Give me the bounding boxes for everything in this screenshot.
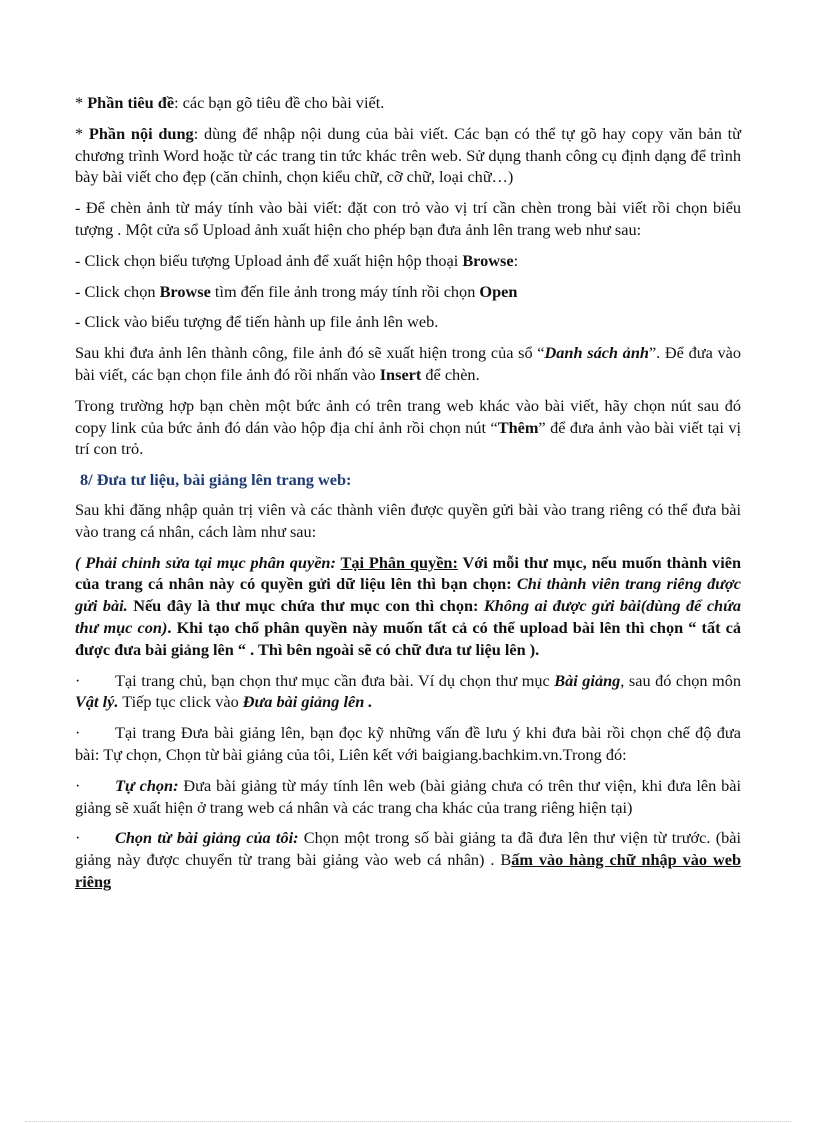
bold-term: Phần nội dung xyxy=(88,123,194,143)
paragraph-login-intro: Sau khi đăng nhập quản trị viên và các thành viên được quyền gửi bài vào trang riêng có thể đưa bài vào trang cá nhân, cách làm như sau: xyxy=(75,499,741,541)
text: - Click chọn xyxy=(75,281,160,301)
section-heading: 8/ Đưa tư liệu, bài giảng lên trang web: xyxy=(80,470,352,490)
text: để chèn. xyxy=(421,364,480,384)
text: * xyxy=(75,123,89,143)
text: Với mỗi thư mục, nếu muốn thành viên của trang cá nhân này có quyền gửi dữ liệu lên thì bạn chọn: xyxy=(75,552,742,594)
text: Chọn một trong số bài giảng ta đã đưa lên thư viện từ trước. (bài giảng này được chuyển từ trang bài giảng vào web cá nhân) . B xyxy=(75,828,742,870)
bold-italic-term: Bài giảng xyxy=(554,670,621,690)
bold-italic-term: Chọn từ bài giảng của tôi: xyxy=(115,828,299,848)
text: : xyxy=(513,250,519,270)
paragraph-insert-image: - Để chèn ảnh từ máy tính vào bài viết: đặt con trỏ vào vị trí cần chèn trong bài viết rồi chọn biểu tượng . Một cửa sổ Upload ảnh xuất hiện cho phép bạn đưa ảnh lên trang web như sau: xyxy=(75,198,741,239)
bold-italic-term: Chỉ thành viên trang riêng được gửi bài. xyxy=(75,574,742,616)
bold-term: Open xyxy=(479,281,518,301)
bold-italic-term: ( Phải chỉnh sửa tại mục phân quyền: xyxy=(75,552,336,572)
underlined-term: Tại Phân quyền: xyxy=(340,552,458,572)
bullet-item-my-lectures xyxy=(75,827,741,892)
bullet-item-self-select xyxy=(75,775,741,819)
text: Tiếp tục click vào xyxy=(118,692,243,712)
bullet-item-home xyxy=(75,670,741,714)
underlined-bold-term: ấm vào hàng chữ nhập vào web riêng xyxy=(75,850,742,891)
bold-term: Insert xyxy=(379,364,422,384)
paragraph-permissions xyxy=(75,552,741,661)
bullet-icon: · xyxy=(75,670,81,690)
bold-italic-term: Vật lý. xyxy=(75,692,119,712)
text: Tại trang chủ, bạn chọn thư mục cần đưa bài. Ví dụ chọn thư mục xyxy=(115,670,555,690)
paragraph-external-image xyxy=(75,395,741,460)
bold-term: Browse xyxy=(159,281,211,301)
bold-term: Thêm xyxy=(497,417,539,437)
paragraph-step-up: - Click vào biểu tượng để tiến hành up file ảnh lên web. xyxy=(75,312,439,332)
text: . Khi tạo chổ phân quyền này muốn tất cả có thể upload bài lên thì chọn “ tất cả được đưa bài giảng lên “ . Thì bên ngoài sẽ có chữ đưa tư liệu lên ). xyxy=(75,617,741,659)
text: Tại trang Đưa bài giảng lên, bạn đọc kỹ những vấn đề lưu ý khi đưa bài rồi chọn chế độ đưa bài: Tự chọn, Chọn từ bài giảng của tôi, Liên kết với baigiang.bachkim.vn.Trong đó: xyxy=(75,723,741,764)
text: : dùng để nhập nội dung của bài viết. Các bạn có thể tự gõ hay copy văn bản từ chương trình Word hoặc từ các trang tin tức khác trên web. Sử dụng thanh công cụ định dạng để trình bày bài viết cho đẹp (căn chỉnh, chọn kiểu chữ, cỡ chữ, loại chữ…) xyxy=(75,123,741,187)
document-page xyxy=(75,92,741,902)
bullet-item-upload-page xyxy=(75,722,741,766)
bold-italic-term: Tự chọn: xyxy=(115,775,179,795)
text: - Click chọn biểu tượng Upload ảnh để xuất hiện hộp thoại xyxy=(75,250,463,270)
text: Nếu đây là thư mục chứa thư mục con thì chọn: xyxy=(127,596,484,616)
text: , sau đó chọn môn xyxy=(620,670,741,690)
text: ” để đưa ảnh vào bài viết tại vị trí con trỏ. xyxy=(75,417,741,459)
paragraph-content-section xyxy=(75,123,741,188)
paragraph-step-upload xyxy=(75,250,741,272)
bold-term: Phần tiêu đề xyxy=(87,93,175,112)
bullet-icon: · xyxy=(75,723,81,743)
text: Sau khi đưa ảnh lên thành công, file ảnh đó sẽ xuất hiện trong của sổ “ xyxy=(75,343,545,363)
bold-italic-term: Đưa bài giảng lên . xyxy=(242,692,373,712)
text: * xyxy=(75,93,88,112)
paragraph-title-section xyxy=(75,92,741,114)
text: Trong trường hợp bạn chèn một bức ảnh có trên trang web khác vào bài viết, hãy chọn nút sau đó copy link của bức ảnh đó dán vào hộp địa chỉ ảnh rồi chọn nút “ xyxy=(75,395,741,437)
paragraph-image-list xyxy=(75,342,741,386)
bullet-icon: · xyxy=(75,775,81,795)
text: tìm đến file ảnh trong máy tính rồi chọn xyxy=(210,281,480,301)
bold-italic-term: Không ai được gửi bài(dùng để chứa thư mục con) xyxy=(75,596,741,637)
page-bottom-border xyxy=(25,1121,791,1122)
bold-italic-term: Danh sách ảnh xyxy=(544,343,649,363)
text: : các bạn gõ tiêu đề cho bài viết. xyxy=(174,93,385,112)
bullet-icon: · xyxy=(75,828,81,848)
paragraph-step-browse xyxy=(75,281,741,303)
text: ”. Để đưa vào bài viết, các bạn chọn file ảnh đó rồi nhấn vào xyxy=(75,343,741,384)
bold-term: Browse xyxy=(462,250,514,270)
text: Đưa bài giảng từ máy tính lên web (bài giảng chưa có trên thư viện, khi đưa lên bài giảng sẽ xuất hiện ở trang web cá nhân và các trang cha khác của trang riêng hiện tại) xyxy=(75,775,741,817)
